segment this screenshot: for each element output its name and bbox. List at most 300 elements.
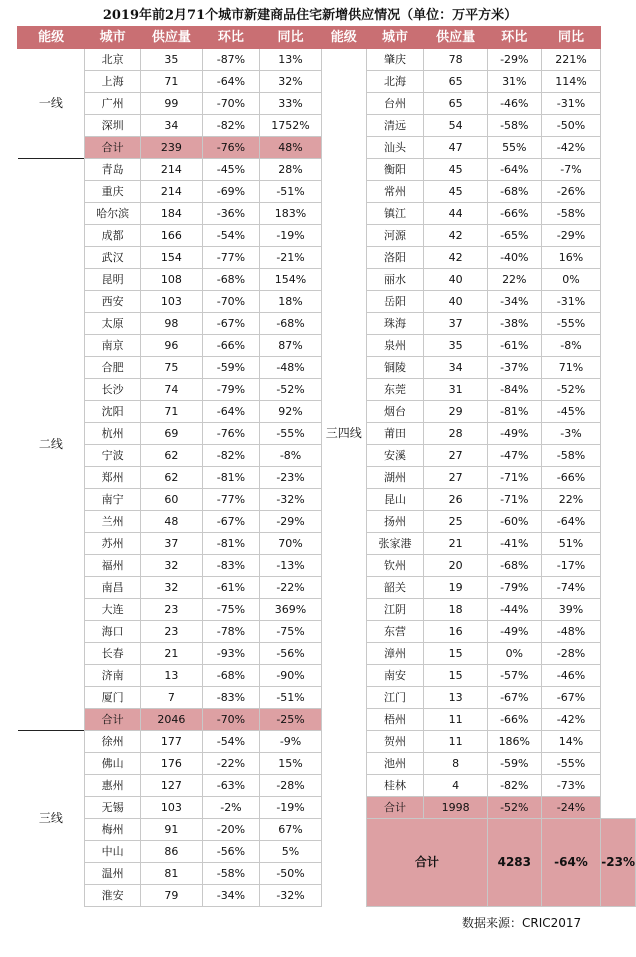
grand-total-cell: -64% <box>541 819 601 907</box>
grand-total-cell: -23% <box>601 819 636 907</box>
data-cell: 25 <box>424 511 488 533</box>
data-cell: -46% <box>541 665 601 687</box>
data-cell: -26% <box>541 181 601 203</box>
data-cell: 温州 <box>85 863 141 885</box>
data-cell: -64% <box>202 71 260 93</box>
data-cell: 71 <box>141 401 203 423</box>
data-cell: -75% <box>202 599 260 621</box>
data-cell: -79% <box>487 577 541 599</box>
data-cell: 昆明 <box>85 269 141 291</box>
data-cell: 154% <box>260 269 322 291</box>
data-cell: 22% <box>487 269 541 291</box>
data-cell: 江阴 <box>366 599 424 621</box>
data-cell: 32 <box>141 577 203 599</box>
data-cell: 71 <box>141 71 203 93</box>
data-cell: -66% <box>541 467 601 489</box>
data-cell: 44 <box>424 203 488 225</box>
data-cell: 65 <box>424 93 488 115</box>
data-cell: -93% <box>202 643 260 665</box>
data-cell: 大连 <box>85 599 141 621</box>
data-cell: -50% <box>541 115 601 137</box>
data-cell: -59% <box>487 753 541 775</box>
data-cell: 33% <box>260 93 322 115</box>
data-cell: -28% <box>541 643 601 665</box>
data-cell: 河源 <box>366 225 424 247</box>
data-cell: 西安 <box>85 291 141 313</box>
subtotal-cell: 1998 <box>424 797 488 819</box>
data-cell: 钦州 <box>366 555 424 577</box>
data-cell: -65% <box>487 225 541 247</box>
data-cell: -61% <box>487 335 541 357</box>
data-cell: -55% <box>260 423 322 445</box>
data-cell: -42% <box>541 709 601 731</box>
column-header: 城市 <box>366 27 424 49</box>
data-cell: 苏州 <box>85 533 141 555</box>
data-cell: -44% <box>487 599 541 621</box>
source-note: 数据来源：CRIC2017 <box>462 916 582 930</box>
data-cell: -45% <box>202 159 260 181</box>
data-cell: 37 <box>424 313 488 335</box>
data-cell: 0% <box>541 269 601 291</box>
data-cell: 沈阳 <box>85 401 141 423</box>
subtotal-cell: 48% <box>260 137 322 159</box>
data-cell: 岳阳 <box>366 291 424 313</box>
data-cell: 中山 <box>85 841 141 863</box>
data-cell: 21 <box>424 533 488 555</box>
data-cell: -82% <box>202 115 260 137</box>
data-cell: 重庆 <box>85 181 141 203</box>
data-cell: 369% <box>260 599 322 621</box>
data-cell: -48% <box>260 357 322 379</box>
data-cell: 71% <box>541 357 601 379</box>
grand-total-cell: 合计 <box>366 819 487 907</box>
data-cell: 65 <box>424 71 488 93</box>
table-header-row <box>18 27 636 49</box>
data-cell: 32 <box>141 555 203 577</box>
data-cell: 54 <box>424 115 488 137</box>
column-header: 同比 <box>541 27 601 49</box>
data-cell: -52% <box>260 379 322 401</box>
column-header: 供应量 <box>424 27 488 49</box>
subtotal-cell: -25% <box>260 709 322 731</box>
data-cell: -81% <box>487 401 541 423</box>
data-cell: -28% <box>260 775 322 797</box>
data-cell: 51% <box>541 533 601 555</box>
data-cell: 广州 <box>85 93 141 115</box>
data-cell: 泉州 <box>366 335 424 357</box>
data-cell: -67% <box>541 687 601 709</box>
column-header: 供应量 <box>141 27 203 49</box>
data-cell: 177 <box>141 731 203 753</box>
grand-total-cell: 4283 <box>487 819 541 907</box>
data-cell: 无锡 <box>85 797 141 819</box>
data-cell: 丽水 <box>366 269 424 291</box>
data-cell: 86 <box>141 841 203 863</box>
data-cell: 96 <box>141 335 203 357</box>
data-cell: 40 <box>424 269 488 291</box>
data-cell: 7 <box>141 687 203 709</box>
data-cell: -59% <box>202 357 260 379</box>
data-cell: 127 <box>141 775 203 797</box>
subtotal-cell: 合计 <box>85 137 141 159</box>
data-cell: 13% <box>260 49 322 71</box>
data-cell: -41% <box>487 533 541 555</box>
data-cell: -61% <box>202 577 260 599</box>
subtotal-cell: -70% <box>202 709 260 731</box>
data-cell: 60 <box>141 489 203 511</box>
data-cell: -77% <box>202 247 260 269</box>
data-cell: 清远 <box>366 115 424 137</box>
data-cell: 0% <box>487 643 541 665</box>
data-cell: -42% <box>541 137 601 159</box>
subtotal-cell: -76% <box>202 137 260 159</box>
data-cell: 13 <box>424 687 488 709</box>
data-cell: -66% <box>487 203 541 225</box>
data-cell: 8 <box>424 753 488 775</box>
data-cell: 淮安 <box>85 885 141 907</box>
data-cell: 47 <box>424 137 488 159</box>
data-cell: -69% <box>202 181 260 203</box>
data-cell: -56% <box>202 841 260 863</box>
data-cell: 67% <box>260 819 322 841</box>
data-cell: -77% <box>202 489 260 511</box>
data-cell: -51% <box>260 181 322 203</box>
data-cell: 23 <box>141 599 203 621</box>
data-cell: 55% <box>487 137 541 159</box>
data-cell: -68% <box>487 181 541 203</box>
data-cell: 62 <box>141 445 203 467</box>
data-cell: 常州 <box>366 181 424 203</box>
data-cell: 40 <box>424 291 488 313</box>
data-cell: -54% <box>202 731 260 753</box>
data-cell: -51% <box>260 687 322 709</box>
data-cell: 74 <box>141 379 203 401</box>
data-cell: -68% <box>202 269 260 291</box>
data-cell: 海口 <box>85 621 141 643</box>
data-cell: -68% <box>487 555 541 577</box>
data-cell: 39% <box>541 599 601 621</box>
data-cell: -40% <box>487 247 541 269</box>
data-cell: -83% <box>202 687 260 709</box>
data-cell: 31 <box>424 379 488 401</box>
data-cell: -19% <box>260 225 322 247</box>
data-cell: 45 <box>424 159 488 181</box>
data-cell: 武汉 <box>85 247 141 269</box>
subtotal-cell: -24% <box>541 797 601 819</box>
data-cell: 34 <box>424 357 488 379</box>
data-cell: 92% <box>260 401 322 423</box>
data-cell: -29% <box>541 225 601 247</box>
data-cell: 34 <box>141 115 203 137</box>
data-cell: -84% <box>487 379 541 401</box>
data-cell: 江门 <box>366 687 424 709</box>
data-cell: -3% <box>541 423 601 445</box>
data-cell: 南宁 <box>85 489 141 511</box>
data-cell: 宁波 <box>85 445 141 467</box>
data-cell: 镇江 <box>366 203 424 225</box>
data-cell: -23% <box>260 467 322 489</box>
data-cell: -56% <box>260 643 322 665</box>
column-header: 能级 <box>321 27 366 49</box>
data-cell: 48 <box>141 511 203 533</box>
data-cell: -54% <box>202 225 260 247</box>
data-cell: -17% <box>541 555 601 577</box>
data-cell: 珠海 <box>366 313 424 335</box>
data-cell: -13% <box>260 555 322 577</box>
data-cell: 漳州 <box>366 643 424 665</box>
data-cell: 安溪 <box>366 445 424 467</box>
data-cell: 32% <box>260 71 322 93</box>
data-cell: 20 <box>424 555 488 577</box>
data-cell: 186% <box>487 731 541 753</box>
data-cell: 南安 <box>366 665 424 687</box>
data-cell: 11 <box>424 731 488 753</box>
data-cell: 27 <box>424 467 488 489</box>
data-cell: -29% <box>487 49 541 71</box>
data-cell: 洛阳 <box>366 247 424 269</box>
data-cell: 深圳 <box>85 115 141 137</box>
data-cell: -36% <box>202 203 260 225</box>
data-cell: -21% <box>260 247 322 269</box>
data-cell: 13 <box>141 665 203 687</box>
data-cell: 27 <box>424 445 488 467</box>
data-cell: -87% <box>202 49 260 71</box>
data-cell: -20% <box>202 819 260 841</box>
data-cell: -2% <box>202 797 260 819</box>
data-cell: 厦门 <box>85 687 141 709</box>
table-row <box>18 819 636 841</box>
data-cell: -66% <box>202 335 260 357</box>
data-cell: 南昌 <box>85 577 141 599</box>
data-cell: 长春 <box>85 643 141 665</box>
data-cell: -64% <box>202 401 260 423</box>
data-cell: 1752% <box>260 115 322 137</box>
subtotal-cell: 239 <box>141 137 203 159</box>
data-cell: -34% <box>487 291 541 313</box>
data-cell: 衡阳 <box>366 159 424 181</box>
data-cell: -47% <box>487 445 541 467</box>
data-cell: 15% <box>260 753 322 775</box>
data-cell: 91 <box>141 819 203 841</box>
data-cell: -63% <box>202 775 260 797</box>
data-cell: 154 <box>141 247 203 269</box>
data-cell: -31% <box>541 291 601 313</box>
data-cell: -82% <box>202 445 260 467</box>
data-cell: -37% <box>487 357 541 379</box>
data-cell: 扬州 <box>366 511 424 533</box>
data-cell: -71% <box>487 467 541 489</box>
data-cell: -67% <box>487 687 541 709</box>
data-cell: -22% <box>202 753 260 775</box>
data-cell: -46% <box>487 93 541 115</box>
data-cell: -58% <box>541 203 601 225</box>
column-header: 能级 <box>18 27 85 49</box>
data-cell: -79% <box>202 379 260 401</box>
data-cell: -78% <box>202 621 260 643</box>
data-cell: -58% <box>487 115 541 137</box>
data-cell: 成都 <box>85 225 141 247</box>
data-cell: 28% <box>260 159 322 181</box>
data-cell: 东营 <box>366 621 424 643</box>
data-cell: 东莞 <box>366 379 424 401</box>
blank-cell <box>321 819 366 907</box>
data-cell: -81% <box>202 467 260 489</box>
data-cell: 昆山 <box>366 489 424 511</box>
data-cell: 21 <box>141 643 203 665</box>
data-cell: -68% <box>202 665 260 687</box>
data-cell: -68% <box>260 313 322 335</box>
data-cell: -76% <box>202 423 260 445</box>
data-cell: -22% <box>260 577 322 599</box>
data-cell: -67% <box>202 313 260 335</box>
column-header: 环比 <box>202 27 260 49</box>
data-cell: -19% <box>260 797 322 819</box>
data-cell: 62 <box>141 467 203 489</box>
data-cell: -38% <box>487 313 541 335</box>
data-cell: 烟台 <box>366 401 424 423</box>
data-cell: -70% <box>202 291 260 313</box>
data-cell: -81% <box>202 533 260 555</box>
data-cell: -9% <box>260 731 322 753</box>
data-cell: -31% <box>541 93 601 115</box>
data-cell: 23 <box>141 621 203 643</box>
data-cell: 肇庆 <box>366 49 424 71</box>
data-cell: 南京 <box>85 335 141 357</box>
data-cell: 合肥 <box>85 357 141 379</box>
data-cell: 铜陵 <box>366 357 424 379</box>
data-cell: 池州 <box>366 753 424 775</box>
data-cell: 徐州 <box>85 731 141 753</box>
data-cell: -82% <box>487 775 541 797</box>
data-cell: 上海 <box>85 71 141 93</box>
data-cell: 19 <box>424 577 488 599</box>
data-cell: 兰州 <box>85 511 141 533</box>
data-cell: -34% <box>202 885 260 907</box>
data-cell: -67% <box>202 511 260 533</box>
data-cell: -83% <box>202 555 260 577</box>
data-cell: 22% <box>541 489 601 511</box>
data-cell: -55% <box>541 313 601 335</box>
data-cell: -73% <box>541 775 601 797</box>
data-cell: 99 <box>141 93 203 115</box>
column-header: 同比 <box>260 27 322 49</box>
data-cell: 桂林 <box>366 775 424 797</box>
data-cell: -71% <box>487 489 541 511</box>
data-cell: 166 <box>141 225 203 247</box>
data-cell: 29 <box>424 401 488 423</box>
data-cell: 26 <box>424 489 488 511</box>
data-cell: 韶关 <box>366 577 424 599</box>
data-cell: 37 <box>141 533 203 555</box>
data-cell: -60% <box>487 511 541 533</box>
data-cell: -66% <box>487 709 541 731</box>
data-cell: -45% <box>541 401 601 423</box>
data-cell: 佛山 <box>85 753 141 775</box>
data-cell: 长沙 <box>85 379 141 401</box>
subtotal-cell: 2046 <box>141 709 203 731</box>
data-cell: 16% <box>541 247 601 269</box>
data-cell: -64% <box>487 159 541 181</box>
data-cell: 103 <box>141 291 203 313</box>
data-cell: 28 <box>424 423 488 445</box>
data-cell: 221% <box>541 49 601 71</box>
data-cell: 87% <box>260 335 322 357</box>
data-cell: 31% <box>487 71 541 93</box>
column-header: 环比 <box>487 27 541 49</box>
data-cell: 15 <box>424 665 488 687</box>
data-cell: 79 <box>141 885 203 907</box>
data-cell: 98 <box>141 313 203 335</box>
page-title: 2019年前2月71个城市新建商品住宅新增供应情况（单位：万平方米） <box>102 8 518 23</box>
data-cell: 75 <box>141 357 203 379</box>
data-cell: 70% <box>260 533 322 555</box>
data-cell: 11 <box>424 709 488 731</box>
data-cell: -64% <box>541 511 601 533</box>
data-cell: 78 <box>424 49 488 71</box>
tier-label: 一线 <box>38 96 63 110</box>
data-cell: 35 <box>141 49 203 71</box>
column-header: 城市 <box>85 27 141 49</box>
tier-label: 三线 <box>18 731 85 907</box>
subtotal-cell: -52% <box>487 797 541 819</box>
data-cell: -48% <box>541 621 601 643</box>
tier-label: 二线 <box>18 159 85 731</box>
data-cell: -8% <box>260 445 322 467</box>
data-cell: 北京 <box>85 49 141 71</box>
data-cell: -52% <box>541 379 601 401</box>
data-cell: 18 <box>424 599 488 621</box>
data-cell: 103 <box>141 797 203 819</box>
data-cell: -8% <box>541 335 601 357</box>
data-cell: 183% <box>260 203 322 225</box>
data-cell: 45 <box>424 181 488 203</box>
data-cell: 18% <box>260 291 322 313</box>
tier-label: 三四线 <box>325 426 362 441</box>
data-cell: 梧州 <box>366 709 424 731</box>
data-cell: -58% <box>202 863 260 885</box>
data-cell: -58% <box>541 445 601 467</box>
data-cell: 108 <box>141 269 203 291</box>
data-cell: 福州 <box>85 555 141 577</box>
data-cell: 湖州 <box>366 467 424 489</box>
data-cell: 北海 <box>366 71 424 93</box>
subtotal-cell: 合计 <box>85 709 141 731</box>
data-cell: -7% <box>541 159 601 181</box>
data-cell: 4 <box>424 775 488 797</box>
data-cell: 莆田 <box>366 423 424 445</box>
data-cell: -49% <box>487 423 541 445</box>
data-cell: 16 <box>424 621 488 643</box>
data-cell: 哈尔滨 <box>85 203 141 225</box>
data-cell: -55% <box>541 753 601 775</box>
data-cell: 张家港 <box>366 533 424 555</box>
data-cell: -70% <box>202 93 260 115</box>
data-cell: 81 <box>141 863 203 885</box>
data-cell: -57% <box>487 665 541 687</box>
data-cell: 15 <box>424 643 488 665</box>
data-cell: 214 <box>141 181 203 203</box>
data-cell: 5% <box>260 841 322 863</box>
data-cell: -49% <box>487 621 541 643</box>
data-cell: 42 <box>424 225 488 247</box>
data-cell: 35 <box>424 335 488 357</box>
data-cell: -75% <box>260 621 322 643</box>
data-cell: 贺州 <box>366 731 424 753</box>
data-cell: 176 <box>141 753 203 775</box>
supply-table <box>17 26 636 907</box>
data-cell: -90% <box>260 665 322 687</box>
data-cell: 184 <box>141 203 203 225</box>
